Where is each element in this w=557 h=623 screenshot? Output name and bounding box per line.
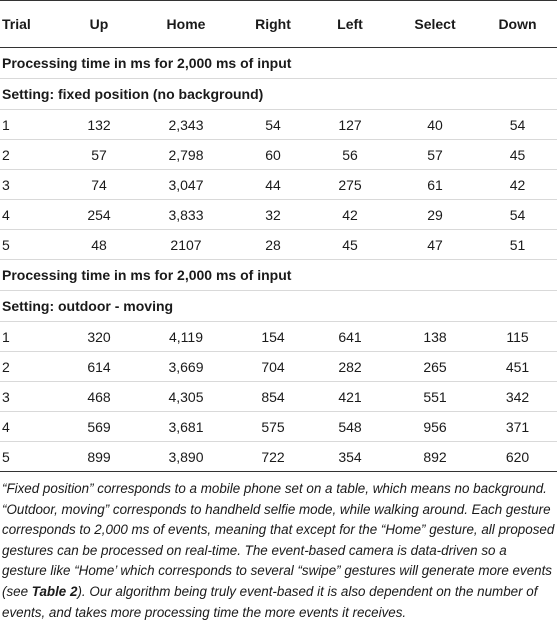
- table-cell: 45: [308, 230, 392, 260]
- section2-title-row: [0, 260, 557, 291]
- table-cell: 54: [478, 200, 557, 230]
- table-cell: 44: [238, 170, 308, 200]
- table-cell: 354: [308, 442, 392, 472]
- table-cell: 551: [392, 382, 478, 412]
- table-cell: 282: [308, 352, 392, 382]
- header-down: Down: [478, 1, 557, 48]
- table-row: [0, 412, 557, 442]
- header-trial: Trial: [0, 1, 64, 48]
- header-row: [0, 1, 557, 48]
- table-cell: 3: [0, 170, 64, 200]
- section1-setting-row: [0, 79, 557, 110]
- table-row: [0, 170, 557, 200]
- table-cell: 42: [308, 200, 392, 230]
- table-cell: 892: [392, 442, 478, 472]
- table-cell: 620: [478, 442, 557, 472]
- table-cell: 3,833: [134, 200, 238, 230]
- table-cell: 5: [0, 442, 64, 472]
- table-row: [0, 140, 557, 170]
- table-cell: 614: [64, 352, 134, 382]
- table-cell: 138: [392, 322, 478, 352]
- table-cell: 421: [308, 382, 392, 412]
- section1-setting: Setting: fixed position (no background): [0, 79, 557, 110]
- table-cell: 2107: [134, 230, 238, 260]
- table-cell: 47: [392, 230, 478, 260]
- table-cell: 28: [238, 230, 308, 260]
- table-row: [0, 230, 557, 260]
- section2-title: Processing time in ms for 2,000 ms of input: [0, 260, 557, 291]
- header-up: Up: [64, 1, 134, 48]
- table-cell: 1: [0, 110, 64, 140]
- table-cell: 40: [392, 110, 478, 140]
- table-cell: 371: [478, 412, 557, 442]
- table-cell: 575: [238, 412, 308, 442]
- table-cell: 4,119: [134, 322, 238, 352]
- table-cell: 275: [308, 170, 392, 200]
- table-cell: 4: [0, 412, 64, 442]
- table-cell: 57: [64, 140, 134, 170]
- table-cell: 57: [392, 140, 478, 170]
- table-cell: 956: [392, 412, 478, 442]
- table-cell: 468: [64, 382, 134, 412]
- caption-text-2: ). Our algorithm being truly event-based it is also dependent on the number of events, and takes more processing time the more events it receives.: [2, 583, 538, 620]
- table-cell: 641: [308, 322, 392, 352]
- table-cell: 29: [392, 200, 478, 230]
- table-cell: 3,890: [134, 442, 238, 472]
- table-caption: [0, 472, 557, 623]
- table-cell: 115: [478, 322, 557, 352]
- table-body: [0, 48, 557, 472]
- table-cell: 4: [0, 200, 64, 230]
- table-cell: 342: [478, 382, 557, 412]
- table-cell: 2: [0, 140, 64, 170]
- table-cell: 32: [238, 200, 308, 230]
- table-header: [0, 1, 557, 48]
- caption-table-reference[interactable]: Table 2: [31, 583, 78, 599]
- header-left: Left: [308, 1, 392, 48]
- table-cell: 2,343: [134, 110, 238, 140]
- section1-title-row: [0, 48, 557, 79]
- table-cell: 56: [308, 140, 392, 170]
- table-cell: 3,681: [134, 412, 238, 442]
- header-home: Home: [134, 1, 238, 48]
- table-cell: 899: [64, 442, 134, 472]
- header-right: Right: [238, 1, 308, 48]
- table-cell: 154: [238, 322, 308, 352]
- caption-text-1: “Fixed position” corresponds to a mobile phone set on a table, which means no background. “Outdoor, moving” corresponds to handheld selfie mode, while walking around. Each gesture corresponds to 2,000 ms of events, meaning that except for the “Home” gesture, all proposed gestures can be processed on real-time. The event-based camera is data-driven so a gesture like “Home’ which corresponds to several “swipe” gestures will generate more events (see: [2, 481, 555, 599]
- table-row: [0, 200, 557, 230]
- table-cell: 569: [64, 412, 134, 442]
- table-row: [0, 322, 557, 352]
- section1-title: Processing time in ms for 2,000 ms of input: [0, 48, 557, 79]
- table-row: [0, 382, 557, 412]
- header-select: Select: [392, 1, 478, 48]
- table-cell: 74: [64, 170, 134, 200]
- table-cell: 1: [0, 322, 64, 352]
- table-row: [0, 442, 557, 472]
- table-cell: 854: [238, 382, 308, 412]
- table-cell: 51: [478, 230, 557, 260]
- table-cell: 265: [392, 352, 478, 382]
- table-cell: 5: [0, 230, 64, 260]
- table-cell: 451: [478, 352, 557, 382]
- table-cell: 3,669: [134, 352, 238, 382]
- table-cell: 54: [238, 110, 308, 140]
- table-cell: 4,305: [134, 382, 238, 412]
- table-row: [0, 110, 557, 140]
- table-cell: 2: [0, 352, 64, 382]
- table-cell: 704: [238, 352, 308, 382]
- table-cell: 548: [308, 412, 392, 442]
- table-cell: 320: [64, 322, 134, 352]
- table-cell: 61: [392, 170, 478, 200]
- table-cell: 60: [238, 140, 308, 170]
- table-cell: 48: [64, 230, 134, 260]
- table-row: [0, 352, 557, 382]
- table-cell: 42: [478, 170, 557, 200]
- table-cell: 3,047: [134, 170, 238, 200]
- table-cell: 722: [238, 442, 308, 472]
- table-cell: 132: [64, 110, 134, 140]
- table-cell: 54: [478, 110, 557, 140]
- table-cell: 2,798: [134, 140, 238, 170]
- table-cell: 127: [308, 110, 392, 140]
- table-cell: 3: [0, 382, 64, 412]
- section2-setting: Setting: outdoor - moving: [0, 291, 557, 322]
- table-cell: 45: [478, 140, 557, 170]
- section2-setting-row: [0, 291, 557, 322]
- table-cell: 254: [64, 200, 134, 230]
